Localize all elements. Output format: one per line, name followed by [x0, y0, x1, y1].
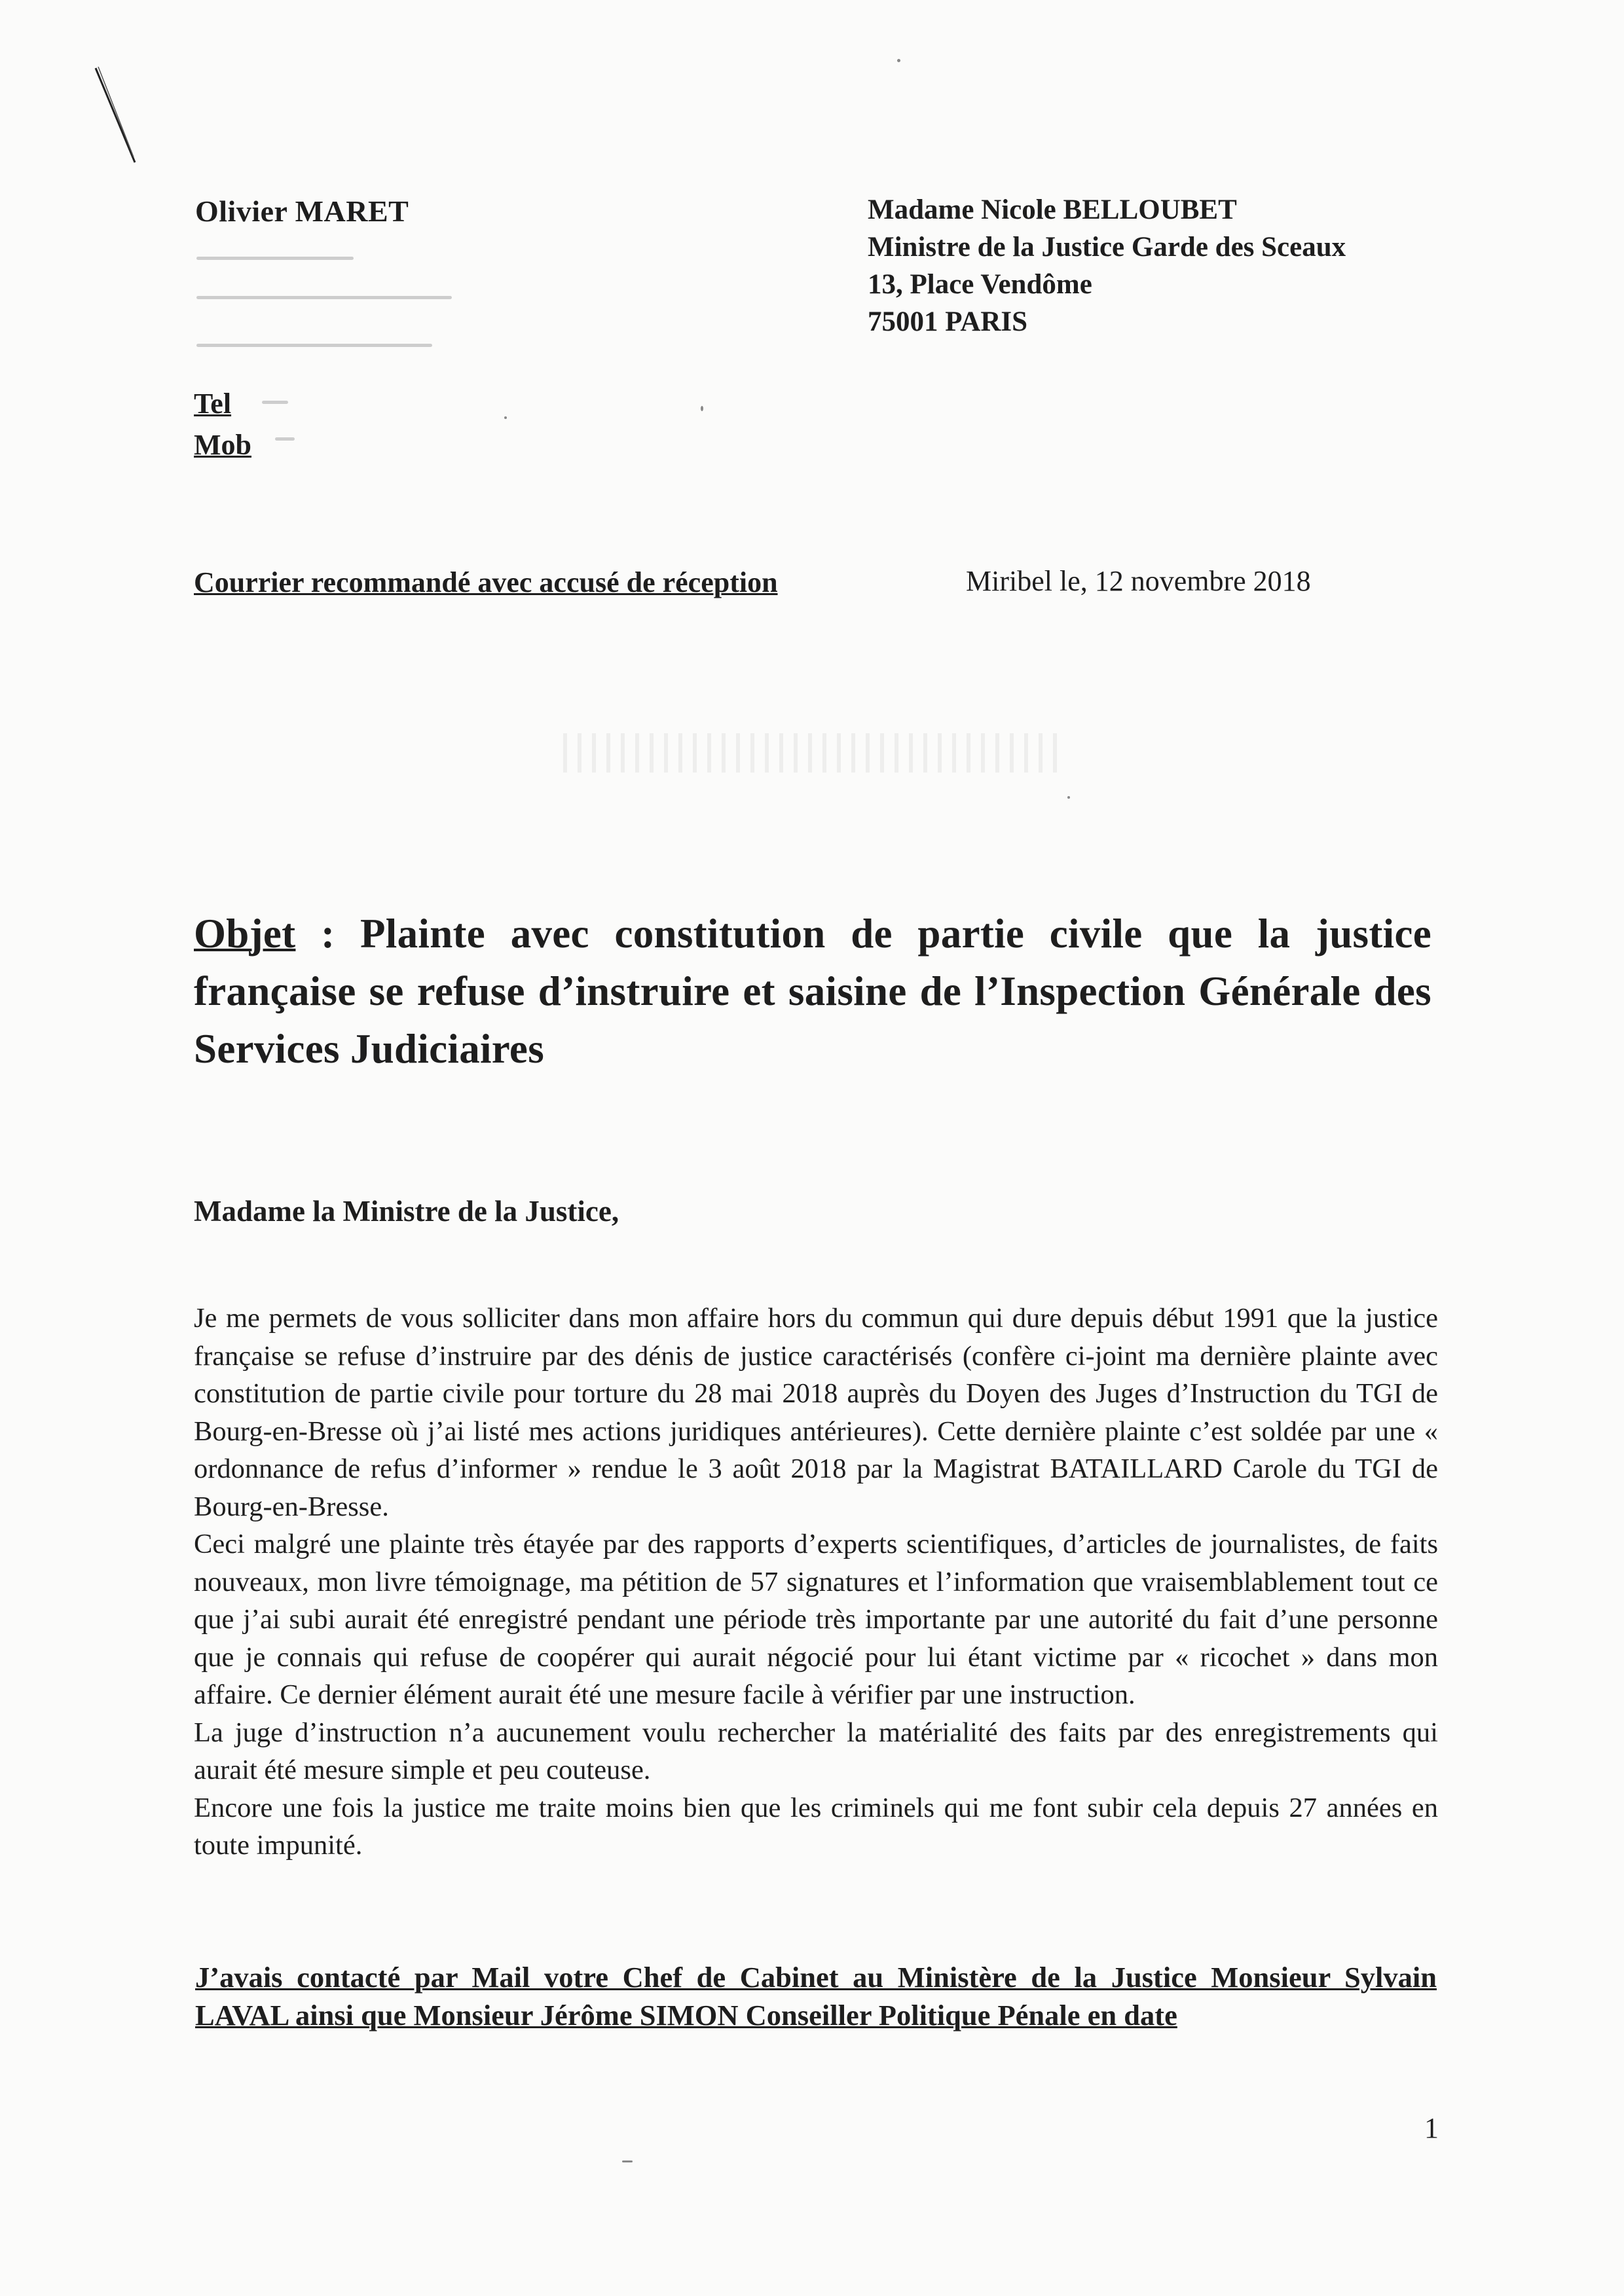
- redacted-address-line-1: [196, 257, 354, 260]
- redacted-address-line-2: [196, 296, 452, 299]
- recipient-title: Ministre de la Justice Garde des Sceaux: [868, 232, 1346, 263]
- recipient-name: Madame Nicole BELLOUBET: [868, 194, 1237, 225]
- closing-bold-paragraph: J’avais contacté par Mail votre Chef de Cabinet au Ministère de la Justice Monsieur Sylvain LAVAL ainsi que Monsieur Jérôme SIMON Conseiller Politique Pénale en date: [195, 1961, 1437, 2032]
- sender-name: Olivier MARET: [195, 194, 409, 228]
- scan-speck: [504, 416, 507, 419]
- letter-body: [194, 1300, 1438, 1865]
- contact-block: [194, 383, 251, 465]
- recipient-city: 75001 PARIS: [868, 306, 1028, 337]
- body-paragraph: Je me permets de vous solliciter dans mon affaire hors du commun qui dure depuis début 1991 que la justice française se refuse d’instruire par des dénis de justice caractérisés (confère ci-joint ma dernière plainte avec constitution de partie civile pour torture du 28 mai 2018 auprès du Doyen des Juges d’Instruction du TGI de Bourg-en-Bresse où j’ai listé mes actions juridiques antérieures). Cette dernière plainte c’est soldée par une « ordonnance de refus d’informer » rendue le 3 août 2018 par la Magistrat BATAILLARD Carole du TGI de Bourg-en-Bresse.: [194, 1303, 1438, 1522]
- page-number: 1: [1424, 2112, 1439, 2144]
- recipient-street: 13, Place Vendôme: [868, 269, 1092, 300]
- registered-mail-notice: Courrier recommandé avec accusé de réception: [194, 566, 778, 598]
- faint-stamp-ghost: [563, 733, 1061, 773]
- redacted-address-line-3: [196, 344, 432, 347]
- recipient-address-block: [868, 191, 1346, 340]
- salutation: Madame la Ministre de la Justice,: [194, 1195, 619, 1228]
- subject-separator: :: [295, 911, 360, 957]
- scan-speck: [1067, 796, 1070, 799]
- scan-speck: [897, 59, 900, 62]
- redacted-phone: [262, 401, 288, 404]
- scan-speck: [622, 2160, 633, 2162]
- body-paragraph: Encore une fois la justice me traite moins bien que les criminels qui me font subir cela depuis 27 années en toute impunité.: [194, 1792, 1438, 1861]
- subject-text: Plainte avec constitution de partie civile que la justice française se refuse d’instruire et saisine de l’Inspection Générale des Services Judiciaires: [194, 911, 1431, 1072]
- body-paragraph: La juge d’instruction n’a aucunement voulu rechercher la matérialité des faits par des enregistrements qui aurait été mesure simple et peu couteuse.: [194, 1717, 1438, 1785]
- scan-speck: [701, 406, 703, 411]
- scan-pen-stroke-mark: [92, 65, 144, 170]
- subject-label: Objet: [194, 911, 296, 957]
- mob-label: Mob: [194, 429, 251, 461]
- tel-label: Tel: [194, 388, 232, 420]
- body-paragraph: Ceci malgré une plainte très étayée par des rapports d’experts scientifiques, d’articles de journalistes, de faits nouveaux, mon livre témoignage, ma pétition de 57 signatures et l’information que vraisemblablement tout ce que j’ai subi aurait été enregistré pendant une période très importante par une autorité du fait d’une personne que je connais qui refuse de coopérer qui aurait négocié pour lui étant victime par « ricochet » dans mon affaire. Ce dernier élément aurait été une mesure facile à vérifier par une instruction.: [194, 1529, 1438, 1710]
- letter-date: Miribel le, 12 novembre 2018: [966, 565, 1311, 597]
- subject-block: [194, 905, 1431, 1078]
- redacted-mobile: [275, 437, 295, 441]
